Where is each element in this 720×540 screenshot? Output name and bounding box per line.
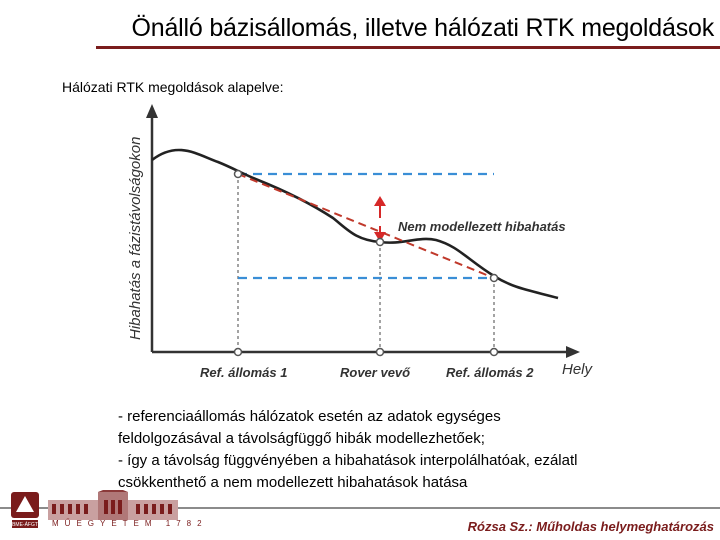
university-name: MŰEGYETEM 1782 <box>52 519 208 528</box>
body-line-2: feldolgozásával a távolságfüggő hibák modellezhetőek; <box>118 430 485 447</box>
body-text <box>118 406 678 494</box>
department-logo-icon <box>8 490 42 532</box>
y-axis-label: Hibahatás a fázistávolságokon <box>127 136 144 340</box>
rtk-principle-figure <box>118 100 598 390</box>
ref-station-2-label: Ref. állomás 2 <box>446 365 534 380</box>
body-line-3: - így a távolság függvényében a hibahatások interpolálhatóak, ezálatl <box>118 452 578 469</box>
title-rule <box>96 46 720 49</box>
subtitle: Hálózati RTK megoldások alapelve: <box>62 79 284 95</box>
curve-point-ref2 <box>491 275 498 282</box>
arrow-down-icon <box>374 196 386 206</box>
curve-point-rover <box>377 239 384 246</box>
rover-label: Rover vevő <box>340 365 411 380</box>
university-building-icon <box>48 490 178 520</box>
logo-text: BME-ÁFGT <box>12 522 38 528</box>
footer-author: Rózsa Sz.: Műholdas helymeghatározás <box>467 519 714 534</box>
unmodelled-arrows <box>374 196 386 242</box>
axis-point-ref1 <box>235 349 242 356</box>
curve-point-ref1 <box>235 171 242 178</box>
body-line-4: csökkenthető a nem modellezett hibahatások hatása <box>118 474 468 491</box>
ref-station-1-label: Ref. állomás 1 <box>200 365 288 380</box>
x-axis-arrow <box>566 346 580 358</box>
slide-title: Önálló bázisállomás, illetve hálózati RTK megoldások <box>131 14 714 42</box>
unmodelled-effect-label: Nem modellezett hibahatás <box>398 219 566 234</box>
x-axis-label: Hely <box>562 361 593 378</box>
body-line-1: - referenciaállomás hálózatok esetén az adatok egységes <box>118 408 501 425</box>
y-axis-arrow <box>146 104 158 118</box>
axis-point-rover <box>377 349 384 356</box>
axis-point-ref2 <box>491 349 498 356</box>
